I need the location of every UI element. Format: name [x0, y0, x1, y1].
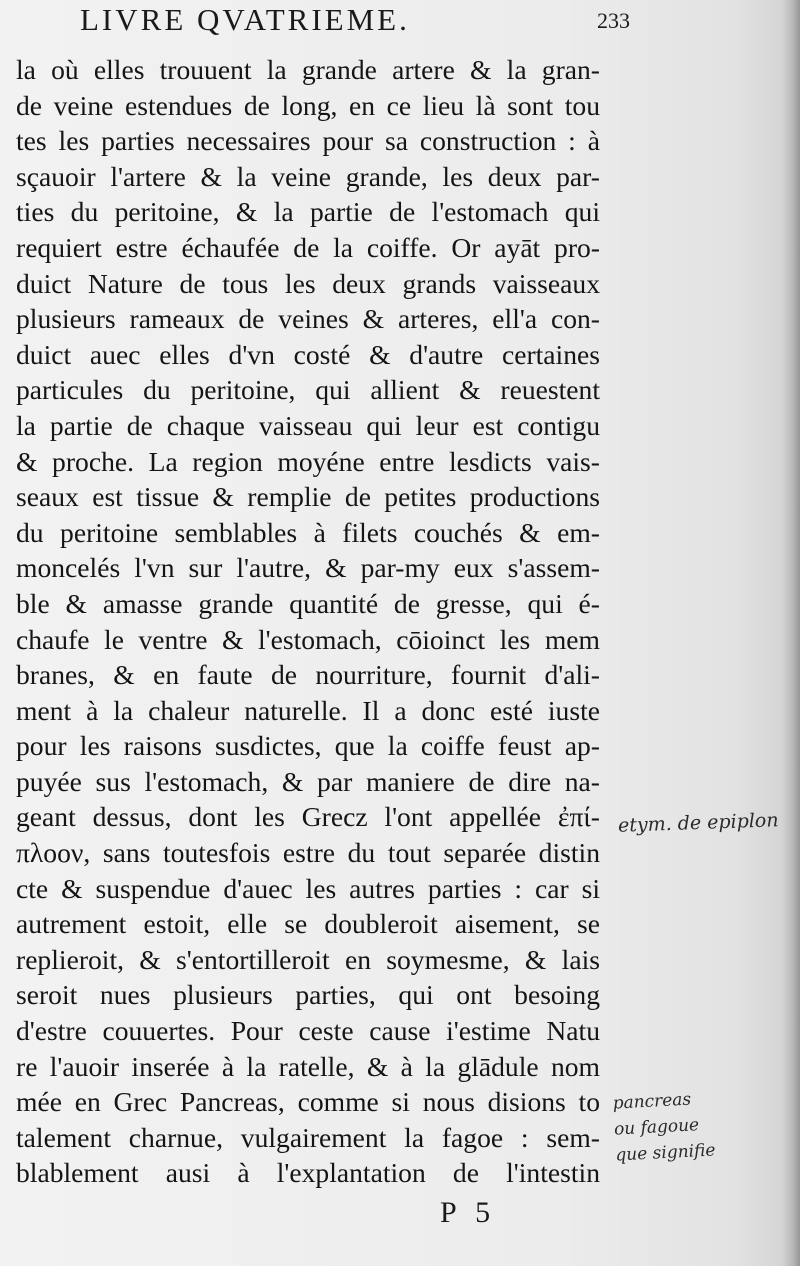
marginal-note-line: pancreas — [612, 1089, 692, 1114]
text-line: duict Nature de tous les deux grands vaisseaux — [16, 267, 600, 299]
text-line: chaufe le ventre & l'estomach, cōioinct les mem — [16, 623, 600, 655]
text-line: branes, & en faute de nourriture, fournit d'ali- — [16, 659, 600, 691]
text-line: puyée sus l'estomach, & par maniere de dire na- — [16, 765, 600, 797]
text-line: pour les raisons susdictes, que la coiffe feust ap- — [16, 730, 600, 762]
text-line: talement charnue, vulgairement la fagoe : sem- — [16, 1121, 600, 1153]
page-gutter-shadow — [782, 0, 800, 1266]
text-line: geant dessus, dont les Grecz l'ont appellée ἐπί- — [16, 801, 600, 833]
text-line: du peritoine semblables à filets couchés & em- — [16, 516, 600, 548]
page-number: 233 — [597, 8, 630, 33]
running-head: LIVRE QVATRIEME. — [80, 2, 410, 37]
body-text — [16, 52, 600, 1191]
signature-mark: P 5 — [440, 1196, 497, 1229]
text-line: la où elles trouuent la grande artere & la gran- — [16, 54, 600, 85]
text-line: sçauoir l'artere & la veine grande, les deux par- — [16, 160, 600, 192]
text-line: moncelés l'vn sur l'autre, & par-my eux s'assem- — [16, 552, 600, 584]
text-line: re l'auoir inserée à la ratelle, & à la glādule nom — [16, 1050, 600, 1082]
text-line: πλοον, sans toutesfois estre du tout separée distin — [16, 837, 600, 869]
text-line: ties du peritoine, & la partie de l'estomach qui — [16, 196, 600, 228]
marginal-note-line: ou fagoue — [613, 1115, 700, 1140]
text-line: autrement estoit, elle se doubleroit aisement, se — [16, 908, 600, 940]
marginal-note-pancreas — [612, 1085, 716, 1168]
text-line: tes les parties necessaires pour sa construction : à — [16, 125, 600, 157]
text-line: plusieurs rameaux de veines & arteres, ell'a con- — [16, 303, 600, 335]
text-line: mée en Grec Pancreas, comme si nous disions to — [16, 1086, 600, 1118]
text-line: & proche. La region moyéne entre lesdicts vais- — [16, 445, 600, 477]
text-line: duict auec elles d'vn costé & d'autre certaines — [16, 338, 600, 370]
text-line: ment à la chaleur naturelle. Il a donc esté iuste — [16, 694, 600, 726]
text-line: blablement ausi à l'explantation de l'intestin — [16, 1157, 600, 1189]
text-line: de veine estendues de long, en ce lieu là sont tou — [16, 89, 600, 121]
text-line: seaux est tissue & remplie de petites productions — [16, 481, 600, 513]
page-header — [80, 0, 630, 44]
text-line: ble & amasse grande quantité de gresse, qui é- — [16, 587, 600, 619]
text-line: particules du peritoine, qui allient & reuestent — [16, 374, 600, 406]
text-line: la partie de chaque vaisseau qui leur est contigu — [16, 409, 600, 441]
text-line: d'estre couuertes. Pour ceste cause i'estime Natu — [16, 1015, 600, 1047]
text-line: replieroit, & s'entortilleroit en soymesme, & lais — [16, 943, 600, 975]
text-line: cte & suspendue d'auec les autres parties : car si — [16, 872, 600, 904]
text-line: seroit nues plusieurs parties, qui ont besoing — [16, 979, 600, 1011]
text-line: requiert estre échaufée de la coiffe. Or ayāt pro- — [16, 231, 600, 263]
marginal-note-epiplon: etym. de epiplon — [617, 809, 779, 837]
marginal-note-line: que signifie — [614, 1140, 716, 1166]
